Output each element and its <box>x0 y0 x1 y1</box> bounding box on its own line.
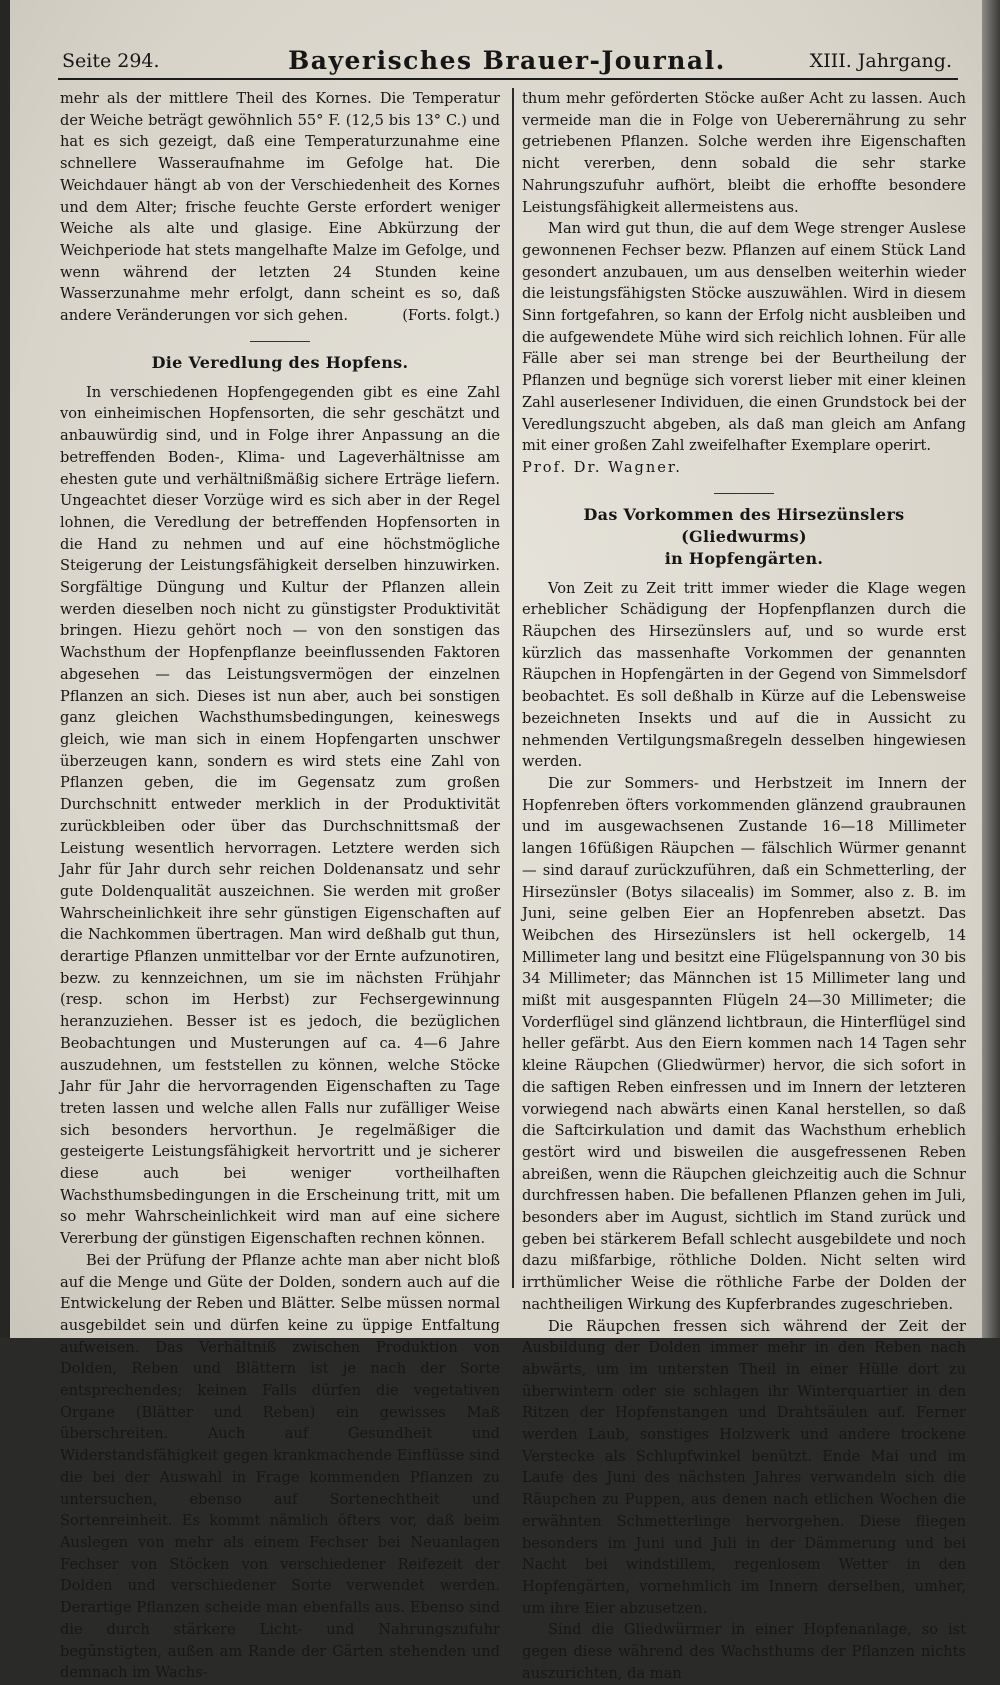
article-paragraph: Die Räupchen fressen sich während der Zeit der Ausbildung der Dolden immer mehr in den Reben nach abwärts, um im untersten Theil in einer Hülle dort zu überwintern oder sie schlagen ihr Winterquartier in den Ritzen der Hopfenstangen und Drahtsäulen auf. Ferner werden Laub, sonstiges Holzwerk und andere trockene Verstecke als Schlupfwinkel benützt. Ende Mai und im Laufe des Juni des nächsten Jahres verwandeln sich die Räupchen zu Puppen, aus denen nach etlichen Wochen die erwähnten Schmetterlinge hervorgehen. Diese fliegen besonders im Juni und Juli in der Dämmerung und bei Nacht bei windstillem, regenlosem Wetter in den Hopfengärten, vornehmlich im Innern derselben, umher, um ihre Eier abzusetzen. <box>522 1317 966 1617</box>
article-paragraph: In verschiedenen Hopfengegenden gibt es eine Zahl von einheimischen Hopfensorten, die sehr geschätzt und anbauwürdig sind, und in Folge ihrer Anpassung an die betreffenden Boden-, Klima- und Lageverhältnisse am ehesten gute und verhältnißmäßig sichere Erträge liefern. Ungeachtet dieser Vorzüge wird es sich aber in der Regel lohnen, die Veredlung der betreffenden Hopfensorten in die Hand zu nehmen und auf eine höchstmögliche Steigerung der Leistungsfähigkeit derselben hinzuwirken. Sorgfältige Düngung und Kultur der Pflanzen allein werden dieselben noch nicht zu günstigster Produktivität bringen. Hiezu gehört noch — von den sonstigen das Wachsthum der Hopfenpflanze beeinflussenden Faktoren abgesehen — das Leistungsvermögen der einzelnen Pflanzen an sich. Dieses ist nun aber, auch bei sonstigen ganz gleichen Wachsthumsbedingungen, keineswegs gleich, wie man sich in einem Hopfengarten unschwer überzeugen kann, sondern es wird stets eine Zahl von Pflanzen geben, die im Gegensatz zum großen Durchschnitt entweder merklich in der Produktivität zurückbleiben oder über das Durchschnittsmaß der Leistung wesentlich hervorragen. Letztere werden sich Jahr für Jahr durch sehr reichen Doldenansatz und sehr gute Doldenqualität auszeichnen. Sie werden mit großer Wahrscheinlichkeit ihre sehr günstigen Eigenschaften auf die Nachkommen übertragen. Man wird deßhalb gut thun, derartige Pflanzen unmittelbar vor der Ernte aufzunotiren, bezw. zu kennzeichnen, um sie im nächsten Frühjahr (resp. schon im Herbst) zur Fechsergewinnung heranzuziehen. Besser ist es jedoch, die bezüglichen Beobachtungen und Musterungen auf ca. 4—6 Jahre auszudehnen, um feststellen zu können, welche Stöcke Jahr für Jahr die hervorragenden Eigenschaften zu Tage treten lassen und welche allen Falls nur zufälliger Weise sich besonders hervorthun. Je regelmäßiger die gesteigerte Leistungsfähigkeit hervortritt und je sicherer diese auch bei weniger vortheilhaften Wachsthumsbedingungen in die Erscheinung tritt, mit um so mehr Wahrscheinlichkeit wird man auf eine sichere Vererbung der günstigen Eigenschaften rechnen können. <box>60 383 500 1248</box>
article-title-hirsezuensler: Das Vorkommen des Hirsezünslers (Gliedwurms) in Hopfengärten. <box>583 504 905 568</box>
article-paragraph: Sind die Gliedwürmer in einer Hopfenanlage, so ist gegen diese während des Wachsthums der Pflanzen nichts auszurichten, da man <box>522 1621 966 1682</box>
volume-label: XIII. Jahrgang. <box>809 50 952 72</box>
section-divider <box>714 493 774 494</box>
scan-edge-right <box>982 0 1000 1338</box>
article-paragraph: Die zur Sommers- und Herbstzeit im Innern der Hopfenreben öfters vorkommenden glänzend graubraunen und im ausgewachsenen Zustande 16—18 Millimeter langen 16füßigen Räupchen — fälschlich Würmer genannt — sind darauf zurückzuführen, daß ein Schmetterling, der Hirsezünsler (Botys silacealis) im Sommer, also z. B. im Juni, seine gelben Eier an Hopfenreben absetzt. Das Weibchen des Hirsezünslers ist hell ockergelb, 14 Millimeter lang und besitzt eine Flügelspannung von 30 bis 34 Millimeter; das Männchen ist 15 Millimeter lang und mißt mit ausgespannten Flügeln 24—30 Millimeter; die Vorderflügel sind glänzend lichtbraun, die Hinterflügel sind heller gefärbt. Aus den Eiern kommen nach 14 Tagen sehr kleine Räupchen (Gliedwürmer) hervor, die sich sofort in die saftigen Reben einfressen und im Innern der letzteren vorwiegend nach abwärts einen Kanal herstellen, so daß die Saftcirkulation und damit das Wachsthum erheblich gestört wird und bisweilen die ausgefressenen Reben abreißen, wenn die Räupchen gleichzeitig auch die Schnur durchfressen haben. Die befallenen Pflanzen gehen im Juli, besonders aber im August, sichtlich im Stand zurück und geben bei stärkerem Befall schlecht ausgebildete und noch dazu mißfarbige, röthliche Dolden. Nicht selten wird irrthümlicher Weise die röthliche Farbe der Dolden der nachtheiligen Wirkung des Kupferbrandes zugeschrieben. <box>522 774 966 1313</box>
header-rule <box>58 78 958 80</box>
right-column <box>522 88 966 1682</box>
section-divider <box>250 341 310 342</box>
column-divider <box>512 88 514 1288</box>
continued-paragraph: thum mehr geförderten Stöcke außer Acht zu lassen. Auch vermeide man die in Folge von Ueberernährung zu sehr getriebenen Pflanzen. Solche werden ihre Eigenschaften nicht vererben, denn sobald die sehr starke Nahrungszufuhr aufhört, bleibt die erhoffte besondere Leistungsfähigkeit allermeistens aus. <box>522 90 966 216</box>
scan-edge-left <box>0 0 10 1338</box>
journal-title: Bayerisches Brauer-Journal. <box>288 46 726 75</box>
page-number: Seite 294. <box>62 50 160 72</box>
page-header <box>62 44 952 78</box>
continuation-note: (Forts. folgt.) <box>402 307 500 325</box>
continued-paragraph: mehr als der mittlere Theil des Kornes. Die Temperatur der Weiche beträgt gewöhnlich 55° F. (12,5 bis 13° C.) und hat es sich gezeigt, daß eine Temperaturzunahme eine schnellere Wasseraufnahme im Gefolge hat. Die Weichdauer hängt ab von der Verschiedenheit des Kornes und dem Alter; frische feuchte Gerste erfordert weniger Weiche als alte und glasige. Eine Abkürzung der Weichperiode hat stets mangelhafte Malze im Gefolge, und wenn während der letzten 24 Stunden keine Wasserzunahme mehr erfolgt, dann scheint es so, daß andere Veränderungen vor sich gehen. (Forts. folgt.) <box>60 88 500 327</box>
article-title-hops: Die Veredlung des Hopfens. <box>151 352 409 372</box>
article-paragraph: Man wird gut thun, die auf dem Wege strenger Auslese gewonnenen Fechser bezw. Pflanzen auf einem Stück Land gesondert anzubauen, um aus denselben weiterhin wieder die leistungsfähigsten Stöcke auszuwählen. Wird in diesem Sinn fortgefahren, so kann der Erfolg nicht ausbleiben und die aufgewendete Mühe wird sich reichlich lohnen. Für alle Fälle aber sei man strenge bei der Beurtheilung der Pflanzen und begnüge sich vorerst lieber mit einer kleinen Zahl auserlesener Individuen, die einen Grundstock bei der Veredlungszucht abgeben, als daß man gleich am Anfang mit einer großen Zahl zweifelhafter Exemplare operirt. <box>522 220 966 455</box>
article-paragraph: Von Zeit zu Zeit tritt immer wieder die Klage wegen erheblicher Schädigung der Hopfenpflanzen durch die Räupchen des Hirsezünslers auf, und so wurde erst kürzlich das massenhafte Vorkommen der genannten Räupchen in Hopfengärten in der Gegend von Simmelsdorf beobachtet. Es soll deßhalb in Kürze auf die Lebensweise bezeichneten Insekts und auf die in Aussicht zu nehmenden Vertilgungsmaßregeln desselben hingewiesen werden. <box>522 579 966 771</box>
author-signature: Prof. Dr. Wagner. <box>522 458 682 476</box>
article-paragraph: Bei der Prüfung der Pflanze achte man aber nicht bloß auf die Menge und Güte der Dolden, sondern auch auf die Entwickelung der Reben und Blätter. Selbe müssen normal ausgebildet sein und dürfen keine zu üppige Entfaltung aufweisen. Das Verhältniß zwischen Produktion von Dolden, Reben und Blättern ist je nach der Sorte entsprechendes; keinen Falls dürfen die vegetativen Organe (Blätter und Reben) ein gewisses Maß überschreiten. Auch auf Gesundheit und Widerstandsfähigkeit gegen krankmachende Einflüsse sind die bei der Auswahl in Frage kommenden Pflanzen zu untersuchen, ebenso auf Sortenechtheit und Sortenreinheit. Es kommt nämlich öfters vor, daß beim Auslegen von mehr als einem Fechser bei Neuanlagen Fechser von Stöcken von verschiedener Reifezeit der Dolden und verschiedener Sorte verwendet werden. Derartige Pflanzen scheide man ebenfalls aus. Ebenso sind die durch stärkere Licht- und Nahrungszufuhr begünstigten, außen am Rande der Gärten stehenden und demnach im Wachs- <box>60 1251 500 1682</box>
left-column <box>60 88 500 1682</box>
